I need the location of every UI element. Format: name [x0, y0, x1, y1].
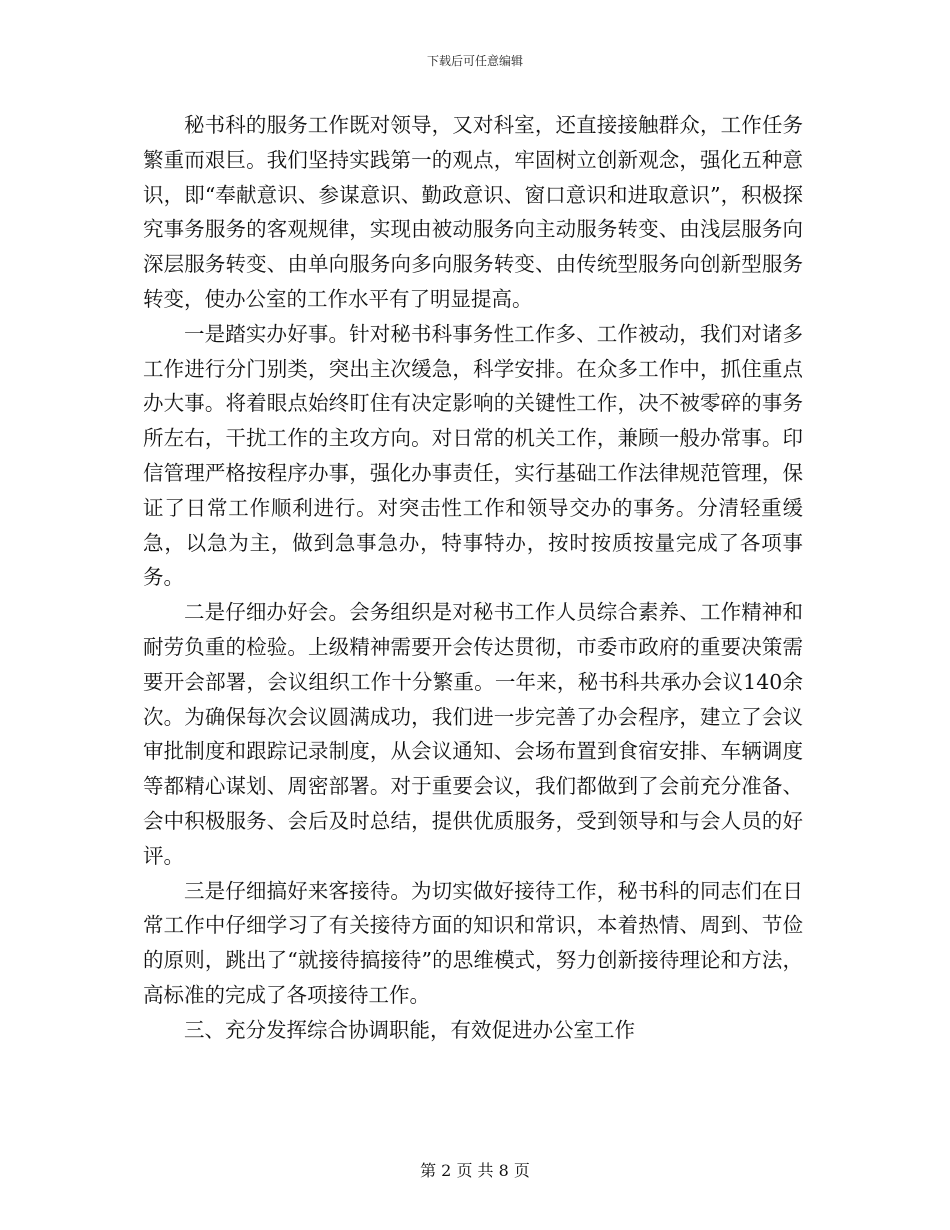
paragraph-item-1: 一是踏实办好事。针对秘书科事务性工作多、工作被动，我们对诸多工作进行分门别类，突出主次缓急，科学安排。在众多工作中，抓住重点办大事。将着眼点始终盯住有决定影响的关键性工作，决不被零碎的事务所左右，干扰工作的主攻方向。对日常的机关工作，兼顾一般办常事。印信管理严格按程序办事，强化办事责任，实行基础工作法律规范管理，保证了日常工作顺利进行。对突击性工作和领导交办的事务。分清轻重缓急，以急为主，做到急事急办，特事特办，按时按质按量完成了各项事务。: [143, 321, 803, 590]
paragraph-intro: 秘书科的服务工作既对领导，又对科室，还直接接触群众，工作任务繁重而艰巨。我们坚持实践第一的观点，牢固树立创新观念，强化五种意识，即“奉献意识、参谋意识、勤政意识、窗口意识和进取意识”，积极探究事务服务的客观规律，实现由被动服务向主动服务转变、由浅层服务向深层服务转变、由单向服务向多向服务转变、由传统型服务向创新型服务转变，使办公室的工作水平有了明显提高。: [143, 113, 803, 311]
paragraph-item-2: 二是仔细办好会。会务组织是对秘书工作人员综合素养、工作精神和耐劳负重的检验。上级精神需要开会传达贯彻，市委市政府的重要决策需要开会部署，会议组织工作十分繁重。一年来，秘书科共承办会议140余次。为确保每次会议圆满成功，我们进一步完善了办会程序，建立了会议审批制度和跟踪记录制度，从会议通知、会场布置到食宿安排、车辆调度等都精心谋划、周密部署。对于重要会议，我们都做到了会前充分准备、会中积极服务、会后及时总结，提供优质服务，受到领导和与会人员的好评。: [143, 600, 803, 868]
document-body: [143, 108, 803, 1048]
section-heading: 三、充分发挥综合协调职能，有效促进办公室工作: [184, 1017, 635, 1042]
page-footer: 第 2 页 共 8 页: [420, 1161, 530, 1180]
paragraph-item-3: 三是仔细搞好来客接待。为切实做好接待工作，秘书科的同志们在日常工作中仔细学习了有关接待方面的知识和常识，本着热情、周到、节俭的原则，跳出了“就接待搞接待”的思维模式，努力创新接待理论和方法，高标准的完成了各项接待工作。: [143, 878, 803, 1007]
page-header: 下载后可任意编辑: [426, 54, 523, 68]
